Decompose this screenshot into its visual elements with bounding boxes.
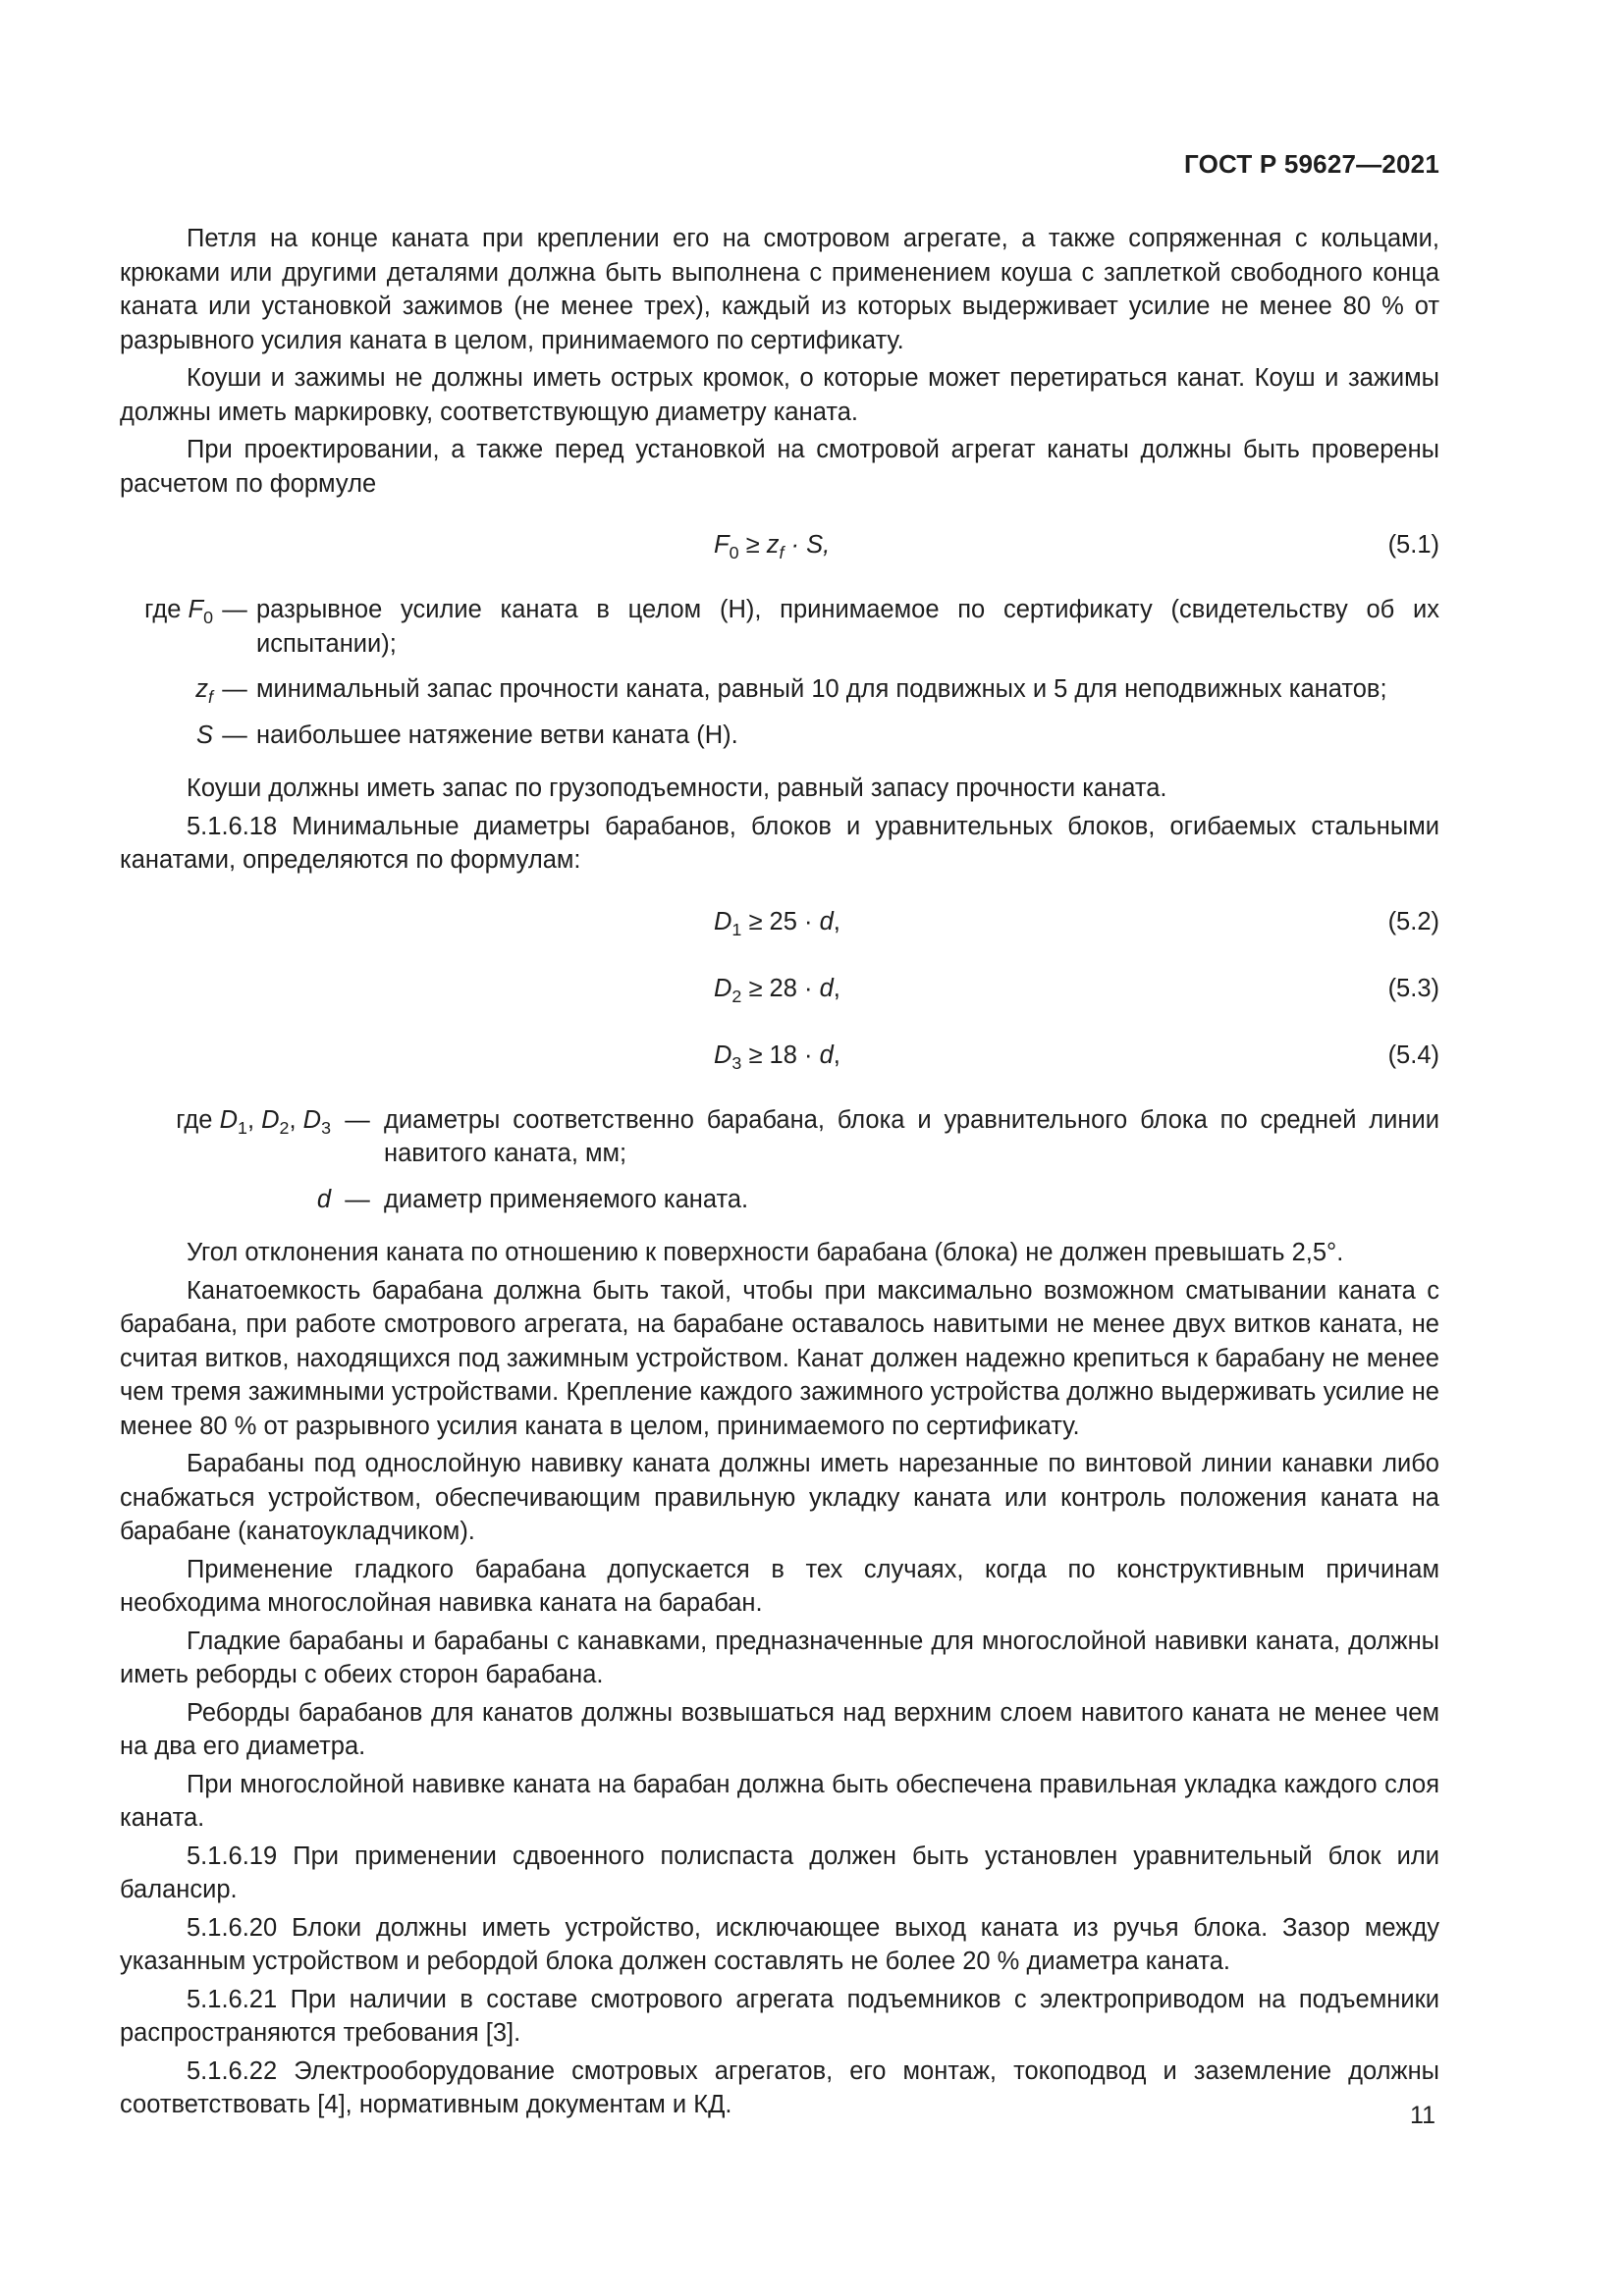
paragraph: 5.1.6.22 Электрооборудование смотровых агрегатов, его монтаж, токоподвод и заземление должны соответствовать [4], нормативным документам и КД. — [120, 2056, 1439, 2118]
page-body — [120, 222, 1439, 2126]
paragraph: 5.1.6.21 При наличии в составе смотрового агрегата подъемников с электроприводом на подъемники распространяются требования [3]. — [120, 1985, 1439, 2047]
paragraph: Коуши и зажимы не должны иметь острых кромок, о которые может перетираться канат. Коуш и зажимы должны иметь маркировку, соответствующую диаметру каната. — [120, 364, 1439, 426]
paragraph: Угол отклонения каната по отношению к поверхности барабана (блока) не должен превышать 2,5°. — [187, 1239, 1344, 1266]
definition-row: d — диаметр применяемого каната. — [316, 1185, 749, 1213]
paragraph: Коуши должны иметь запас по грузоподъемности, равный запасу прочности каната. — [187, 774, 1167, 802]
paragraph: Реборды барабанов для канатов должны возвышаться над верхним слоем навитого каната не менее чем на два его диаметра. — [120, 1698, 1439, 1760]
paragraph: Барабаны под однослойную навивку каната должны иметь нарезанные по винтовой линии канавки либо снабжаться устройством, обеспечивающим правильную укладку каната или контроль положения каната на барабане (канатоукладчиком). — [120, 1450, 1439, 1545]
document-code-header: ГОСТ Р 59627—2021 — [1184, 149, 1439, 179]
definition-row: $z_f$ — минимальный запас прочности каната, равный 10 для подвижных и 5 для неподвижных канатов; — [195, 675, 1387, 707]
page-number: 11 — [1410, 2102, 1435, 2129]
definition-row: S — наибольшее натяжение ветви каната (Н). — [195, 721, 738, 749]
paragraph: Канатоемкость барабана должна быть такой, чтобы при максимально возможном сматывании каната с барабана, при работе смотрового агрегата, на барабане оставалось навитыми не менее двух витков каната, не считая витков, находящихся под зажимным устройством. Канат должен надежно крепиться к барабану не менее чем тремя зажимными устройствами. Крепление каждого зажимного устройства должно выдерживать усилие не менее 80 % от разрывного усилия каната в целом, принимаемого по сертификату. — [120, 1276, 1439, 1440]
formula-number: (5.4) — [1387, 1041, 1439, 1069]
paragraph: Гладкие барабаны и барабаны с канавками, предназначенные для многослойной навивки каната, должны иметь реборды с обеих сторон барабана. — [120, 1627, 1439, 1688]
formula-5-1 — [120, 528, 1439, 567]
paragraph: Применение гладкого барабана допускается в тех случаях, когда по конструктивным причинам необходима многослойная навивка каната на барабан. — [120, 1555, 1439, 1617]
definition-row: где $D_1$, $D_2$, $D_3$ — диаметры соответственно барабана, блока и уравнительного блока по средней линии навитого каната, мм; — [176, 1105, 1439, 1167]
paragraph: 5.1.6.20 Блоки должны иметь устройство, исключающее выход каната из ручья блока. Зазор между указанным устройством и ребордой блока должен составлять не более 20 % диаметра каната. — [120, 1913, 1439, 1975]
paragraph: 5.1.6.18 Минимальные диаметры барабанов, блоков и уравнительных блоков, огибаемых стальными канатами, определяются по формулам: — [120, 812, 1439, 874]
formula-number: (5.3) — [1387, 974, 1439, 1002]
formula-5-2: $D_1 \ge 25 \cdot d$, (5.2) — [120, 905, 1439, 944]
paragraph: При проектировании, а также перед установкой на смотровой агрегат канаты должны быть проверены расчетом по формуле — [120, 436, 1439, 498]
formula-number: (5.1) — [1387, 531, 1439, 559]
paragraph: 5.1.6.19 При применении сдвоенного полиспаста должен быть установлен уравнительный блок или балансир. — [120, 1842, 1439, 1903]
paragraph: При многослойной навивке каната на барабан должна быть обеспечена правильная укладка каждого слоя каната. — [120, 1770, 1439, 1832]
formula-number: (5.2) — [1387, 907, 1439, 935]
definition-row: где $F_0$ — разрывное усилие каната в целом (Н), принимаемое по сертификату (свидетельству об их испытании); — [144, 596, 1439, 658]
formula-5-3: $D_2 \ge 28 \cdot d$, (5.3) — [120, 972, 1439, 1011]
formula-expression: $F_0 \ge z_f \cdot S$, — [714, 531, 831, 562]
formula-5-4: $D_3 \ge 18 \cdot d$, (5.4) — [120, 1039, 1439, 1078]
definitions-list — [120, 593, 1439, 752]
paragraph: Петля на конце каната при креплении его на смотровом агрегате, а также сопряженная с кольцами, крюками или другими деталями должна быть выполнена с применением коуша с заплеткой свободного конца каната или установкой зажимов (не менее трех), каждый из которых выдерживает усилие не менее 80 % от разрывного усилия каната в целом, принимаемого по сертификату. — [120, 225, 1439, 354]
definitions-list — [120, 1103, 1439, 1217]
